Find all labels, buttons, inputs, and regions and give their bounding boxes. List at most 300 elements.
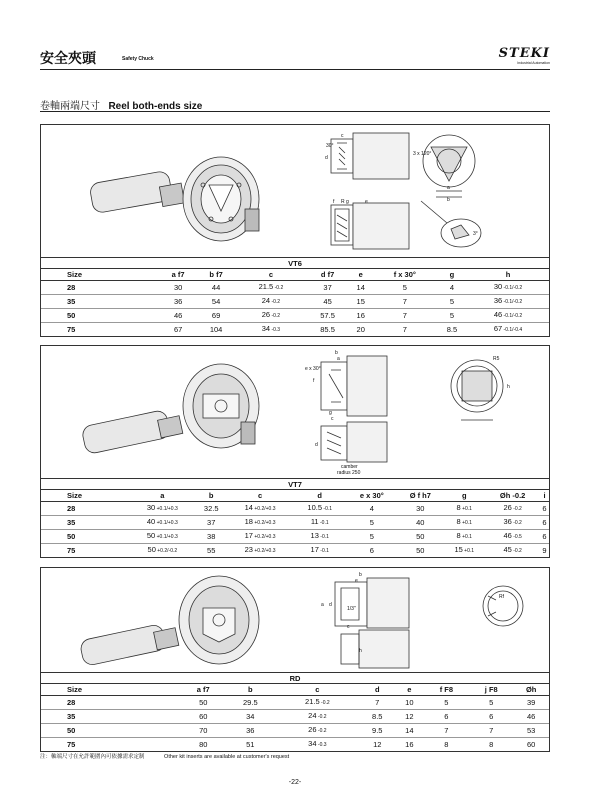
vt6-col-header: Size <box>41 269 159 281</box>
cell-value: 8 <box>456 517 461 526</box>
vt7-label-camber: camber <box>341 464 358 470</box>
table-cell <box>437 295 467 309</box>
cell-value: 40 <box>146 517 156 526</box>
cell-value: 10.5 <box>307 503 323 512</box>
table-cell <box>437 323 467 337</box>
table-cell <box>41 295 159 309</box>
vt6-table <box>41 269 549 336</box>
cell-value: 17 <box>244 531 253 540</box>
cell-value: 5 <box>444 698 449 707</box>
table-cell <box>275 710 359 724</box>
vt7-col-header: b <box>196 490 227 502</box>
cell-value: 16 <box>356 311 365 320</box>
cell-value: 12 <box>405 712 414 721</box>
table-cell <box>181 724 225 738</box>
table-cell <box>306 295 348 309</box>
table-cell <box>197 323 236 337</box>
cell-tolerance: -0.2 <box>511 548 522 554</box>
cell-value: 75 <box>67 546 76 555</box>
rd-col-header: Øh <box>513 684 549 696</box>
cell-value: 54 <box>211 297 221 306</box>
vt6-label-b: b <box>447 197 450 203</box>
cell-value: 7 <box>402 311 407 320</box>
cell-tolerance: +0.1/+0.3 <box>155 534 178 540</box>
cell-value: 11 <box>310 517 319 526</box>
table-row <box>41 696 549 710</box>
vt7-table <box>41 490 549 557</box>
table-cell <box>540 502 549 516</box>
cell-value: 7 <box>489 726 494 735</box>
footnote <box>40 752 289 760</box>
cell-value: 36 <box>503 517 512 526</box>
cell-value: 60 <box>526 740 536 749</box>
cell-tolerance: -0.2 <box>270 299 281 305</box>
cell-value: 6 <box>369 546 374 555</box>
rd-figure <box>41 568 549 673</box>
cell-value: 24 <box>308 711 317 720</box>
table-cell <box>485 516 540 530</box>
cell-value: 35 <box>67 297 76 306</box>
cell-value: 53 <box>526 726 536 735</box>
table-cell <box>469 724 513 738</box>
vt6-label-3deg: 3° <box>473 231 478 237</box>
cell-value: 50 <box>67 532 76 541</box>
table-cell <box>235 323 306 337</box>
cell-value: 5 <box>402 283 407 292</box>
vt7-label-ex30: e x 30° <box>305 366 321 372</box>
table-cell <box>129 530 195 544</box>
vt7-label-f: f <box>313 378 315 384</box>
table-cell <box>540 516 549 530</box>
table-cell <box>467 309 549 323</box>
vt6-table-title: VT6 <box>41 258 549 269</box>
table-cell <box>197 281 236 295</box>
cell-value: 6 <box>542 504 547 513</box>
cell-value: 4 <box>449 283 454 292</box>
cell-tolerance: -0.2 <box>511 506 522 512</box>
cell-tolerance: -0.2 <box>273 285 284 291</box>
cell-value: 51 <box>246 740 255 749</box>
cell-value: 46 <box>526 712 536 721</box>
cell-value: 6 <box>542 518 547 527</box>
table-cell <box>443 516 485 530</box>
rd-drawing <box>41 568 549 673</box>
table-cell <box>373 295 437 309</box>
table-row <box>41 295 549 309</box>
vt6-drawing <box>41 125 549 258</box>
table-cell <box>227 502 293 516</box>
table-cell <box>513 738 549 752</box>
table-row <box>41 516 549 530</box>
table-cell <box>359 710 395 724</box>
vt7-figure <box>41 346 549 479</box>
rd-col-header: f F8 <box>424 684 470 696</box>
table-cell <box>41 530 129 544</box>
cell-value: 46 <box>503 531 512 540</box>
cell-tolerance: +0.2/+0.3 <box>252 520 276 526</box>
cell-value: 34 <box>246 712 255 721</box>
table-cell <box>437 309 467 323</box>
cell-value: 44 <box>211 283 221 292</box>
cell-value: 34 <box>308 739 317 748</box>
table-cell <box>41 738 181 752</box>
cell-value: 26 <box>503 503 512 512</box>
cell-value: 39 <box>526 698 536 707</box>
table-cell <box>373 323 437 337</box>
cell-value: 26 <box>308 725 317 734</box>
table-cell <box>443 530 485 544</box>
rd-label-a: a <box>321 602 324 608</box>
cell-value: 85.5 <box>320 325 335 334</box>
table-cell <box>293 516 346 530</box>
table-cell <box>275 696 359 710</box>
vt6-label-f: f <box>333 199 335 205</box>
cell-value: 35 <box>67 518 76 527</box>
cell-value: 15 <box>356 297 365 306</box>
table-cell <box>293 530 346 544</box>
cell-value: 36 <box>246 726 255 735</box>
vt7-col-header: Øh -0.2 <box>485 490 540 502</box>
vt7-block <box>40 345 550 558</box>
cell-value: 8 <box>456 503 461 512</box>
page-subtitle: Safety Chuck <box>122 56 154 62</box>
cell-value: 46 <box>173 311 183 320</box>
table-cell <box>235 295 306 309</box>
table-row <box>41 724 549 738</box>
table-cell <box>397 530 443 544</box>
vt6-col-header: b f7 <box>197 269 236 281</box>
vt7-label-d: d <box>315 442 318 448</box>
page-title: 安全夾頭 <box>40 51 96 67</box>
cell-value: 69 <box>211 311 221 320</box>
cell-tolerance: -0.1/-0.2 <box>502 285 523 291</box>
table-cell <box>397 516 443 530</box>
cell-value: 67 <box>173 325 183 334</box>
cell-value: 34 <box>261 324 271 333</box>
cell-tolerance: -0.1 <box>322 506 333 512</box>
table-cell <box>181 710 225 724</box>
table-cell <box>41 281 159 295</box>
table-cell <box>227 544 293 558</box>
cell-value: 37 <box>323 283 332 292</box>
cell-value: 38 <box>207 532 216 541</box>
table-cell <box>346 544 397 558</box>
table-cell <box>443 502 485 516</box>
table-row <box>41 738 549 752</box>
cell-value: 8.5 <box>446 325 458 334</box>
vt7-label-h: h <box>507 384 510 390</box>
cell-value: 5 <box>449 297 454 306</box>
cell-value: 10 <box>405 698 414 707</box>
rd-label-third: 1/3" <box>347 606 356 612</box>
table-cell <box>485 544 540 558</box>
cell-value: 5 <box>369 518 374 527</box>
rd-col-header: c <box>275 684 359 696</box>
cell-value: 30 <box>146 503 156 512</box>
rd-label-h: h <box>359 648 362 654</box>
cell-value: 14 <box>405 726 414 735</box>
table-row <box>41 323 549 337</box>
cell-tolerance: +0.2/+0.3 <box>252 506 276 512</box>
cell-tolerance: -0.5 <box>511 534 522 540</box>
cell-value: 28 <box>67 504 76 513</box>
table-cell <box>41 696 181 710</box>
table-cell <box>437 281 467 295</box>
cell-value: 75 <box>67 740 76 749</box>
cell-value: 14 <box>244 503 253 512</box>
table-cell <box>41 323 159 337</box>
cell-value: 6 <box>444 712 449 721</box>
cell-value: 8 <box>456 531 461 540</box>
vt7-col-header: Ø f h7 <box>397 490 443 502</box>
table-cell <box>181 696 225 710</box>
table-cell <box>196 502 227 516</box>
table-cell <box>129 544 195 558</box>
vt6-label-rg: R g <box>341 199 349 205</box>
table-cell <box>373 281 437 295</box>
footnote-en: Other kit inserts are available at customer's request <box>164 754 290 760</box>
cell-value: 5 <box>449 311 454 320</box>
vt7-drawing <box>41 346 549 479</box>
cell-value: 50 <box>199 698 208 707</box>
cell-tolerance: +0.1 <box>462 548 475 554</box>
table-cell <box>227 516 293 530</box>
rd-label-e: e <box>355 578 358 584</box>
rd-col-header: e <box>395 684 424 696</box>
rd-col-header: j F8 <box>469 684 513 696</box>
table-cell <box>359 724 395 738</box>
table-cell <box>424 738 470 752</box>
table-cell <box>293 502 346 516</box>
rd-col-header: b <box>225 684 275 696</box>
table-row <box>41 309 549 323</box>
table-cell <box>225 696 275 710</box>
table-cell <box>359 696 395 710</box>
vt6-label-d: d <box>325 155 328 161</box>
vt6-label-angle: 30° <box>326 143 334 149</box>
brand-logo <box>498 46 550 68</box>
cell-tolerance: +0.1 <box>460 520 472 526</box>
table-cell <box>485 530 540 544</box>
table-cell <box>159 309 196 323</box>
page-header <box>40 40 550 70</box>
cell-value: 20 <box>356 325 365 334</box>
cell-value: 9 <box>542 546 547 555</box>
cell-value: 17 <box>310 545 319 554</box>
cell-value: 50 <box>67 311 76 320</box>
vt6-label-e: e <box>365 199 368 205</box>
table-cell <box>397 544 443 558</box>
cell-value: 6 <box>542 532 547 541</box>
cell-value: 23 <box>244 545 253 554</box>
cell-value: 37 <box>207 518 216 527</box>
table-cell <box>275 724 359 738</box>
cell-value: 32.5 <box>203 504 219 513</box>
cell-tolerance: +0.1/+0.3 <box>155 520 178 526</box>
cell-value: 50 <box>67 726 76 735</box>
cell-value: 8 <box>444 740 449 749</box>
cell-value: 67 <box>493 324 503 333</box>
table-cell <box>349 323 373 337</box>
table-cell <box>424 724 470 738</box>
cell-tolerance: +0.1/+0.3 <box>155 506 178 512</box>
brand-tagline: Industrial Automation <box>517 61 550 65</box>
cell-value: 40 <box>416 518 425 527</box>
table-cell <box>359 738 395 752</box>
table-cell <box>41 309 159 323</box>
cell-value: 36 <box>173 297 183 306</box>
table-cell <box>197 309 236 323</box>
vt7-col-header: i <box>540 490 549 502</box>
table-cell <box>467 281 549 295</box>
cell-value: 6 <box>489 712 494 721</box>
table-cell <box>349 281 373 295</box>
table-row <box>41 281 549 295</box>
cell-tolerance: +0.2/-0.2 <box>155 548 178 554</box>
cell-value: 50 <box>147 545 156 554</box>
table-cell <box>41 544 129 558</box>
table-cell <box>275 738 359 752</box>
cell-value: 46 <box>493 310 503 319</box>
vt6-col-header: g <box>437 269 467 281</box>
table-cell <box>540 530 549 544</box>
cell-value: 16 <box>405 740 414 749</box>
vt6-col-header: h <box>467 269 549 281</box>
brand-name: STEKI <box>498 46 550 61</box>
table-cell <box>346 502 397 516</box>
table-cell <box>346 530 397 544</box>
vt7-col-header: d <box>293 490 346 502</box>
cell-tolerance: -0.1 <box>318 534 329 540</box>
vt7-col-header: e x 30° <box>346 490 397 502</box>
cell-value: 4 <box>369 504 374 513</box>
cell-tolerance: +0.1 <box>460 534 472 540</box>
table-cell <box>469 696 513 710</box>
vt7-label-radius: radius 250 <box>337 470 361 476</box>
cell-value: 60 <box>199 712 208 721</box>
table-cell <box>395 724 424 738</box>
cell-tolerance: -0.1/-0.2 <box>502 313 523 319</box>
table-cell <box>227 530 293 544</box>
vt7-col-header: c <box>227 490 293 502</box>
cell-tolerance: -0.2 <box>270 313 281 319</box>
table-cell <box>293 544 346 558</box>
cell-tolerance: +0.2/+0.3 <box>252 534 276 540</box>
table-cell <box>235 281 306 295</box>
section-title-en: Reel both-ends size <box>108 101 203 112</box>
cell-value: 57.5 <box>320 311 335 320</box>
table-cell <box>395 696 424 710</box>
vt7-col-header: a <box>129 490 195 502</box>
table-row <box>41 710 549 724</box>
cell-value: 12 <box>373 740 382 749</box>
cell-value: 50 <box>146 531 156 540</box>
vt7-label-c: c <box>331 416 334 422</box>
vt6-label-a: a <box>447 185 450 191</box>
cell-tolerance: -0.1 <box>318 520 329 526</box>
table-cell <box>467 295 549 309</box>
table-cell <box>159 281 196 295</box>
cell-value: 75 <box>67 325 76 334</box>
rd-block <box>40 567 550 752</box>
cell-value: 35 <box>67 712 76 721</box>
cell-value: 26 <box>261 310 271 319</box>
rd-col-header: d <box>359 684 395 696</box>
cell-value: 80 <box>199 740 208 749</box>
cell-tolerance: -0.2 <box>316 728 327 734</box>
table-cell <box>373 309 437 323</box>
section-title <box>40 96 550 112</box>
cell-value: 7 <box>375 698 380 707</box>
table-cell <box>395 710 424 724</box>
table-cell <box>159 295 196 309</box>
cell-value: 45 <box>503 545 512 554</box>
table-cell <box>397 502 443 516</box>
cell-value: 5 <box>489 698 494 707</box>
cell-value: 8 <box>489 740 494 749</box>
rd-label-rf: Rf <box>499 594 504 600</box>
table-cell <box>513 724 549 738</box>
cell-tolerance: -0.3 <box>316 742 327 748</box>
cell-value: 14 <box>356 283 365 292</box>
rd-label-b: b <box>359 572 362 578</box>
table-cell <box>395 738 424 752</box>
cell-value: 28 <box>67 698 76 707</box>
table-cell <box>225 738 275 752</box>
vt7-col-header: g <box>443 490 485 502</box>
table-cell <box>235 309 306 323</box>
table-cell <box>41 710 181 724</box>
table-cell <box>513 696 549 710</box>
table-cell <box>424 696 470 710</box>
table-cell <box>443 544 485 558</box>
cell-tolerance: -0.1/-0.4 <box>502 327 523 333</box>
rd-table <box>41 684 549 751</box>
vt6-block <box>40 124 550 337</box>
vt6-label-3x120: 3 x 120° <box>413 151 432 157</box>
cell-value: 30 <box>493 282 503 291</box>
cell-value: 29.5 <box>243 698 258 707</box>
cell-value: 7 <box>402 325 407 334</box>
page-number: -22- <box>288 779 302 786</box>
table-cell <box>159 323 196 337</box>
cell-tolerance: -0.2 <box>511 520 522 526</box>
table-cell <box>469 710 513 724</box>
cell-tolerance: -0.1/-0.2 <box>502 299 523 305</box>
table-row <box>41 530 549 544</box>
cell-value: 30 <box>173 283 183 292</box>
table-row <box>41 544 549 558</box>
table-cell <box>513 710 549 724</box>
cell-value: 70 <box>199 726 208 735</box>
cell-value: 50 <box>416 532 425 541</box>
table-cell <box>197 295 236 309</box>
table-cell <box>181 738 225 752</box>
rd-col-header: Size <box>41 684 181 696</box>
vt7-label-r5: R5 <box>493 356 500 362</box>
vt7-label-a: a <box>337 356 340 362</box>
table-cell <box>41 724 181 738</box>
cell-value: 8.5 <box>372 712 383 721</box>
table-cell <box>349 309 373 323</box>
table-cell <box>485 502 540 516</box>
vt7-col-header: Size <box>41 490 129 502</box>
cell-value: 21.5 <box>305 697 320 706</box>
table-cell <box>424 710 470 724</box>
vt6-figure <box>41 125 549 258</box>
vt6-col-header: d f7 <box>306 269 348 281</box>
rd-col-header: a f7 <box>181 684 225 696</box>
